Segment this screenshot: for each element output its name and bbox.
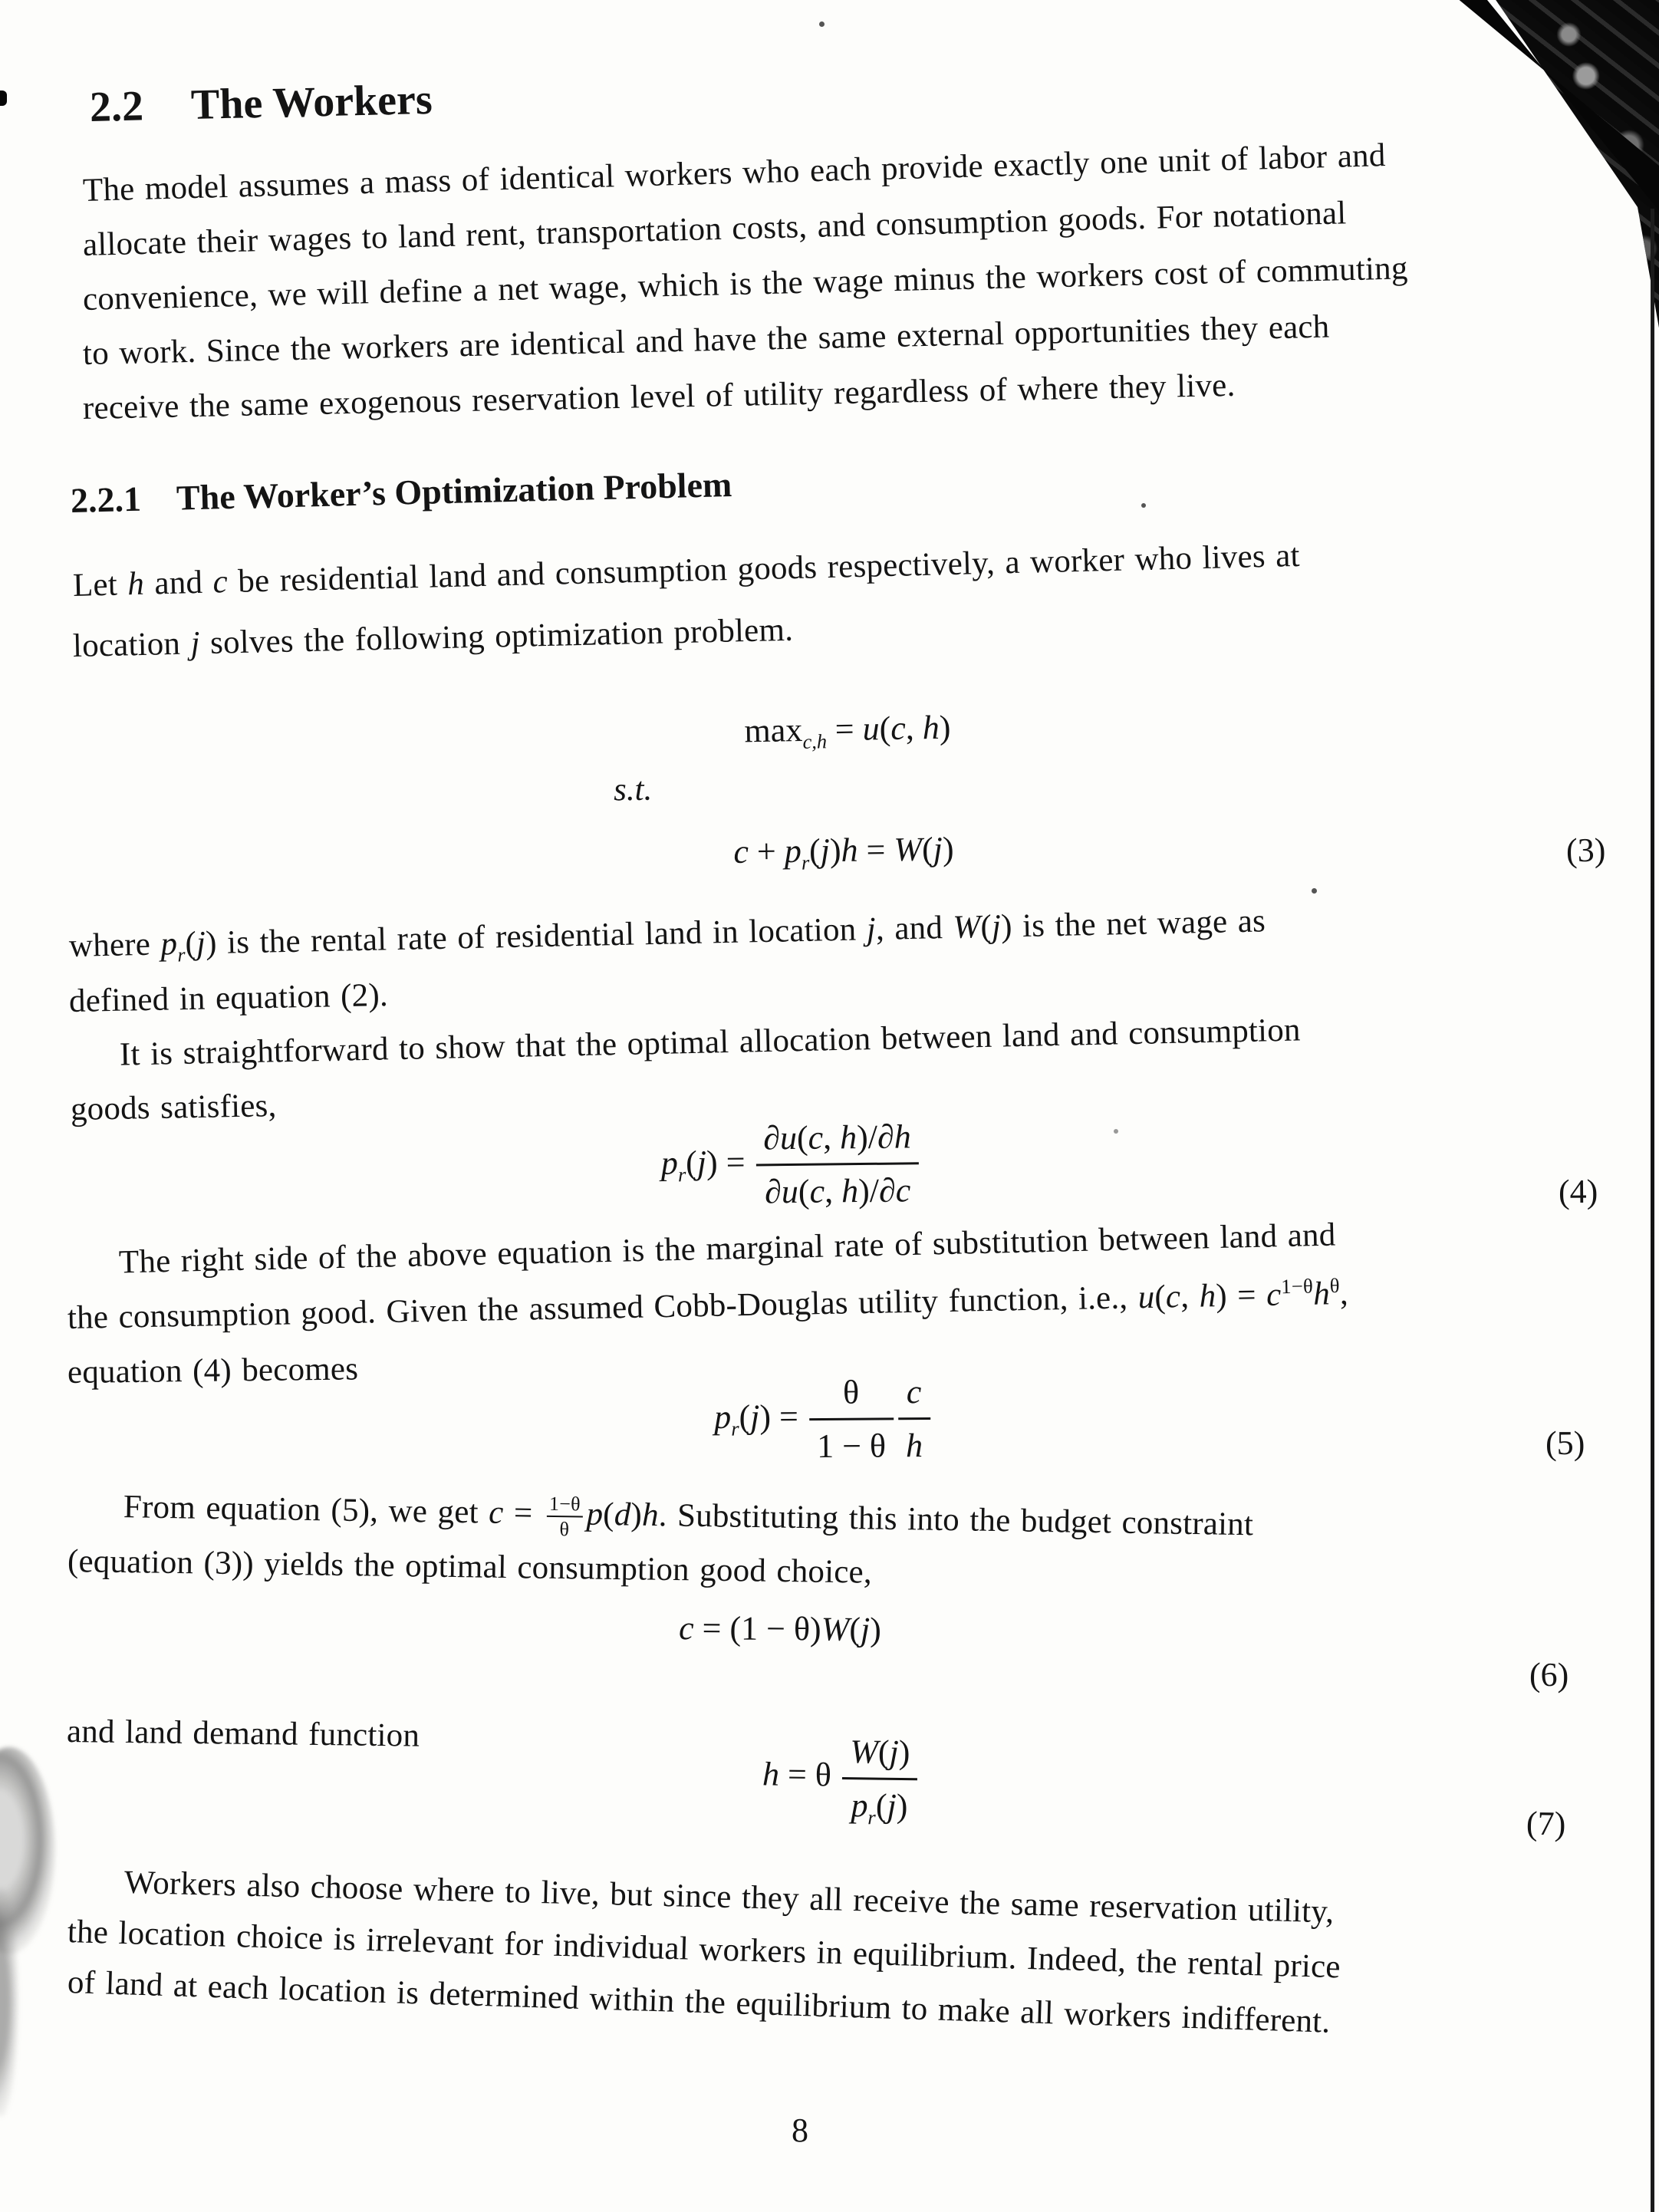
equation-cobb-douglas: [714, 1372, 930, 1466]
text-segment: From equation (5), we get c =: [123, 1489, 544, 1532]
equation-mrs: [660, 1117, 919, 1213]
subject-to-label: s.t.: [613, 771, 653, 808]
text-line: to work. Since the workers are identical and have the same external opportunities they each: [82, 308, 1330, 372]
equation-text: $\max_{c,h} = u(c$, h): [744, 708, 951, 753]
body-paragraph: [82, 137, 1409, 436]
equation-land-demand: [762, 1731, 918, 1829]
equation-lhs: h = θ: [762, 1755, 832, 1794]
page-number: 8: [792, 2112, 808, 2149]
corner-dark-mass: [1444, 0, 1659, 345]
text-line: receive the same exogenous reservation level of utility regardless of where they live.: [82, 367, 1236, 426]
equation-consumption: [679, 1608, 881, 1649]
fraction-denominator: ∂u(c, h)/∂c: [756, 1162, 920, 1211]
fraction-denominator: 1 − θ: [809, 1417, 894, 1466]
body-paragraph: [67, 1216, 1349, 1400]
fraction: [755, 1117, 920, 1211]
fraction: [841, 1732, 918, 1829]
equation-budget: [733, 829, 954, 874]
body-paragraph: [67, 1479, 1253, 1589]
text-line: allocate their wages to land rent, transportation costs, and consumption goods. For notational: [82, 195, 1347, 263]
ink-speck: [819, 21, 825, 27]
fraction: [897, 1372, 930, 1465]
text-line: the location choice is irrelevant for individual workers in equilibrium. Indeed, the rental price: [67, 1914, 1341, 1986]
text-line: and land demand function: [66, 1713, 420, 1754]
equation-objective: [744, 708, 951, 751]
text-line: The model assumes a mass of identical workers who each provide exactly one unit of labor and: [82, 137, 1387, 209]
equation-lhs: $p_r(j)$ =: [660, 1143, 746, 1186]
ink-speck: [1114, 1129, 1118, 1134]
scan-edge-mark: [0, 91, 7, 106]
subsection-heading: [70, 464, 732, 521]
text-line: It is straightforward to show that the optimal allocation between land and consumption: [119, 1012, 1302, 1073]
fraction-numerator: ∂u(c, h)/∂h: [762, 1118, 911, 1157]
scan-right-edge-line: [1651, 209, 1654, 2212]
text-line: defined in equation (2).: [68, 977, 389, 1019]
equation-number: (7): [1526, 1804, 1566, 1843]
fraction-numerator: W(j): [849, 1733, 910, 1772]
scan-corner-artifact: [1444, 0, 1659, 345]
ink-speck: [1312, 888, 1317, 894]
ink-speck: [1141, 503, 1146, 508]
equation-lhs: $p_r(j)$ =: [714, 1397, 799, 1440]
text-line: The right side of the above equation is the marginal rate of substitution between land and: [118, 1216, 1336, 1281]
equation-text: $c + p_r(j)h = W(j)$: [733, 829, 954, 874]
fraction: [808, 1372, 894, 1466]
equation-number: (6): [1529, 1655, 1569, 1694]
equation-number: (3): [1565, 831, 1606, 870]
section-heading: [89, 75, 433, 132]
section-title: The Workers: [190, 75, 433, 129]
text-line: equation (4) becomes: [67, 1351, 359, 1391]
body-paragraph: [67, 1856, 1341, 2040]
text-line: the consumption good. Given the assumed Cobb-Douglas utility function, i.e., u(c, $h) = c^{1-\theta}h^\theta$,: [67, 1273, 1349, 1336]
fraction-numerator: θ: [842, 1373, 860, 1411]
inline-fraction: [546, 1493, 583, 1541]
text-line: of land at each location is determined within the equilibrium to make all workers indifferent.: [67, 1964, 1331, 2040]
text-line: convenience, we will define a net wage, which is the wage minus the workers cost of commuting: [82, 250, 1409, 318]
subsection-title: The Worker’s Optimization Problem: [176, 464, 732, 518]
subsection-number: 2.2.1: [70, 479, 142, 520]
fraction-numerator: c: [906, 1373, 922, 1411]
equation-text: c = (1 − θ)W(j): [678, 1609, 882, 1648]
text-line: where $p_r(j)$ is the rental rate of residential land in location j, and W(j) is the net wage as: [68, 903, 1266, 966]
fraction-denominator: θ: [546, 1516, 582, 1541]
fraction-denominator: h: [898, 1417, 930, 1465]
body-paragraph: [72, 537, 1301, 676]
equation-number: (4): [1558, 1172, 1598, 1211]
fraction-numerator: 1−θ: [548, 1492, 581, 1516]
text-line: goods satisfies,: [70, 1088, 277, 1127]
equation-number: (5): [1545, 1424, 1585, 1463]
text-line: (equation (3)) yields the optimal consumption good choice,: [67, 1543, 873, 1591]
text-line: Workers also choose where to live, but since they all receive the same reservation utility,: [123, 1864, 1335, 1931]
section-number: 2.2: [89, 82, 144, 131]
text-line: location j solves the following optimization problem.: [72, 611, 794, 664]
fraction-denominator: $p_r(j)$: [841, 1777, 917, 1825]
text-segment: p(d)h. Substituting this into the budget constraint: [586, 1496, 1254, 1543]
body-paragraph: [67, 1709, 420, 1755]
text-line: Let h and c be residential land and consumption goods respectively, a worker who lives at: [72, 537, 1301, 604]
